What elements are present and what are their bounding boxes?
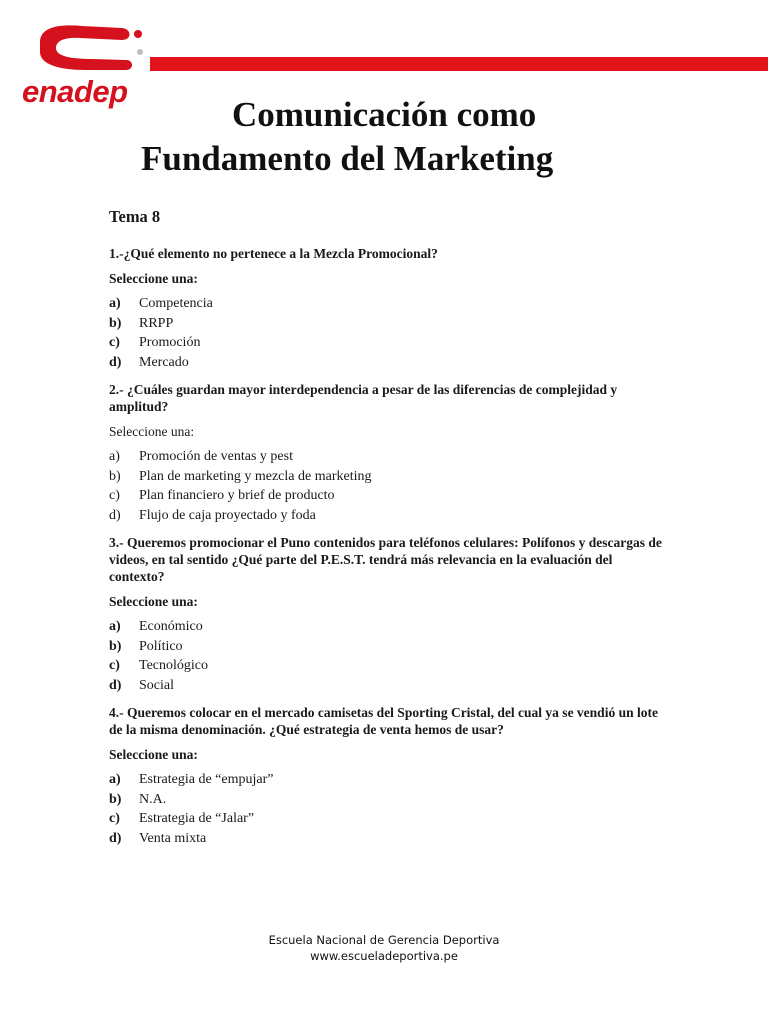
option-text: Estrategia de “empujar” [139, 772, 274, 787]
option-letter: c) [109, 811, 120, 826]
option-letter: a) [109, 449, 120, 464]
option-a[interactable] [109, 447, 669, 467]
option-text: Venta mixta [139, 830, 207, 846]
option-letter: d) [109, 830, 122, 846]
option-c[interactable] [109, 486, 669, 506]
option-text: Social [139, 677, 174, 693]
option-d[interactable] [109, 353, 669, 373]
option-letter: c) [109, 658, 120, 673]
option-letter: d) [109, 507, 121, 523]
option-a[interactable] [109, 617, 669, 637]
quiz-content [109, 207, 669, 857]
question-text: 1.-¿Qué elemento no pertenece a la Mezcla Promocional? [109, 246, 438, 261]
options-list [109, 294, 669, 372]
question-block [109, 245, 669, 372]
option-letter: c) [109, 335, 120, 350]
option-text: Plan financiero y brief de producto [139, 488, 335, 503]
option-text: Promoción de ventas y pest [139, 449, 293, 464]
footer-school-name: Escuela Nacional de Gerencia Deportiva [268, 933, 500, 947]
option-b[interactable] [109, 314, 669, 334]
option-b[interactable] [109, 637, 669, 657]
option-text: Promoción [139, 335, 201, 350]
logo-text: enadep [22, 74, 128, 109]
option-letter: a) [109, 772, 121, 787]
option-letter: b) [109, 468, 121, 484]
option-letter: a) [109, 619, 121, 634]
option-letter: c) [109, 488, 120, 503]
footer-website-link[interactable]: www.escueladeportiva.pe [310, 949, 458, 963]
option-text: Mercado [139, 354, 189, 370]
option-c[interactable] [109, 656, 669, 676]
select-prompt: Seleccione una: [109, 747, 198, 762]
option-text: Económico [139, 619, 203, 634]
tema-heading: Tema 8 [109, 207, 161, 226]
option-letter: d) [109, 677, 122, 693]
option-text: N.A. [139, 791, 167, 807]
option-text: Político [139, 638, 183, 654]
option-b[interactable] [109, 790, 669, 810]
option-text: Flujo de caja proyectado y foda [139, 507, 316, 523]
option-letter: b) [109, 638, 122, 654]
question-text: 4.- Queremos colocar en el mercado camisetas del Sporting Cristal, del cual ya se vendió un lote de la misma denominación. ¿Qué estrategia de venta hemos de usar? [109, 705, 658, 737]
option-letter: d) [109, 354, 122, 370]
question-block [109, 534, 669, 695]
option-letter: b) [109, 791, 122, 807]
select-prompt: Seleccione una: [109, 424, 195, 439]
option-a[interactable] [109, 770, 669, 790]
title-line-1: Comunicación como [232, 95, 537, 134]
select-prompt: Seleccione una: [109, 594, 198, 609]
question-block [109, 704, 669, 848]
option-letter: a) [109, 296, 121, 311]
option-d[interactable] [109, 506, 669, 526]
options-list [109, 447, 669, 525]
option-letter: b) [109, 315, 122, 331]
select-prompt: Seleccione una: [109, 271, 198, 286]
option-text: Tecnológico [139, 658, 208, 673]
option-a[interactable] [109, 294, 669, 314]
page-title [0, 93, 768, 181]
option-d[interactable] [109, 676, 669, 696]
options-list [109, 617, 669, 695]
option-text: Competencia [139, 296, 213, 311]
option-text: RRPP [139, 315, 174, 331]
option-b[interactable] [109, 467, 669, 487]
question-text: 3.- Queremos promocionar el Puno contenidos para teléfonos celulares: Polífonos y descargas de videos, en tal sentido ¿Qué parte del P.E.S.T. tendrá más relevancia en la evaluación del contexto? [109, 535, 662, 584]
question-block [109, 381, 669, 525]
page-footer [0, 932, 768, 964]
option-text: Plan de marketing y mezcla de marketing [139, 468, 372, 484]
options-list [109, 770, 669, 848]
option-c[interactable] [109, 333, 669, 353]
option-d[interactable] [109, 829, 669, 849]
option-text: Estrategia de “Jalar” [139, 811, 255, 826]
header-red-bar [150, 57, 768, 71]
title-line-2: Fundamento del Marketing [141, 139, 554, 178]
option-c[interactable] [109, 809, 669, 829]
question-text: 2.- ¿Cuáles guardan mayor interdependencia a pesar de las diferencias de complejidad y amplitud? [109, 382, 618, 414]
